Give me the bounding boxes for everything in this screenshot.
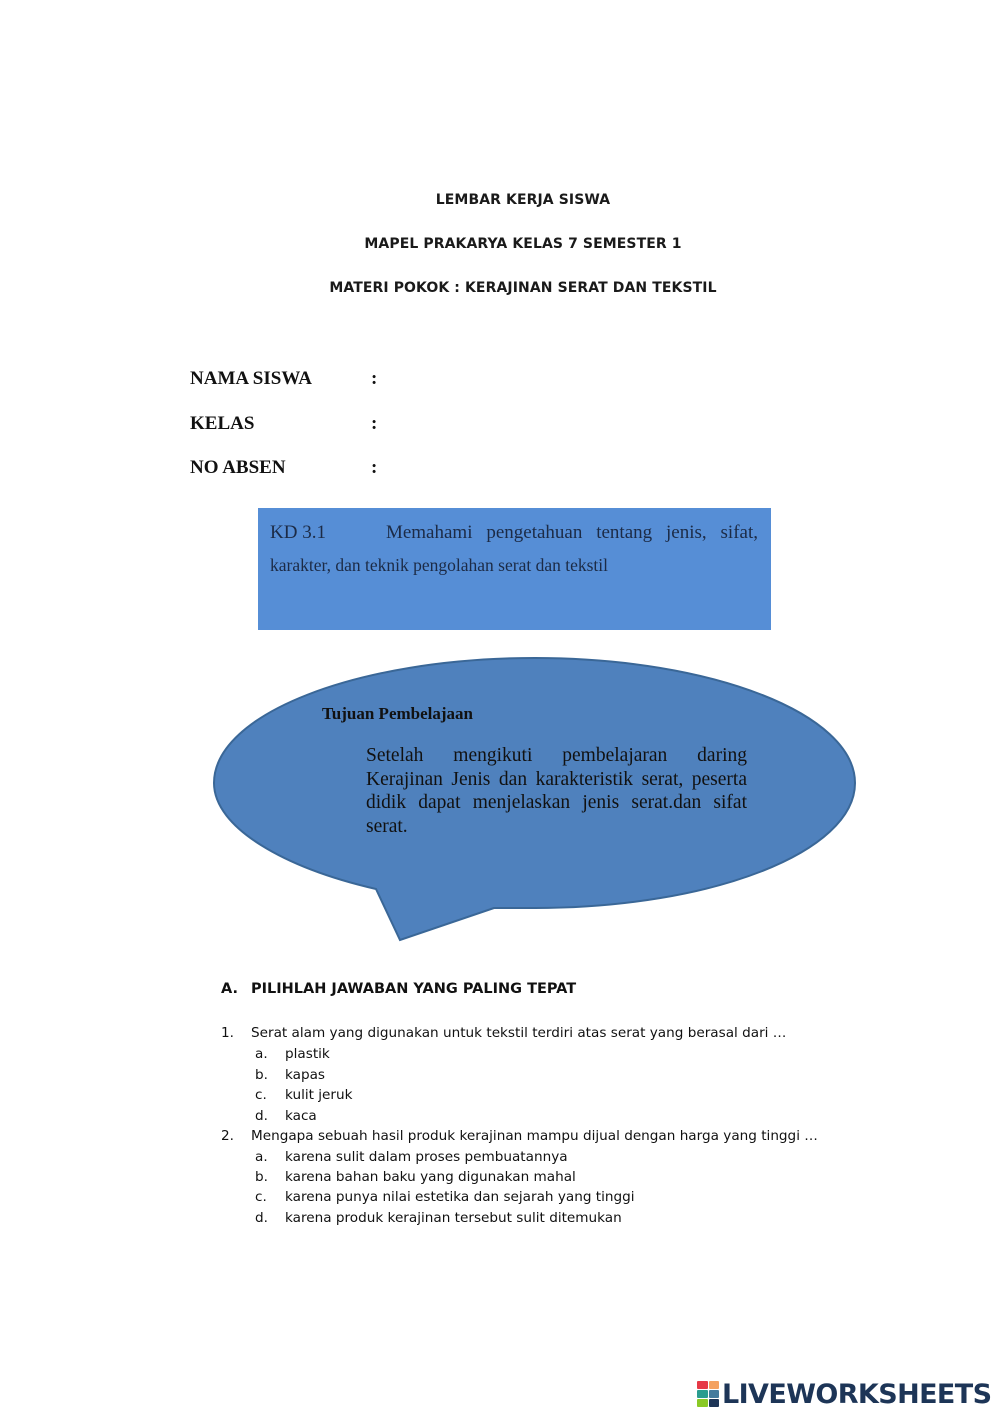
competency-line-2: karakter, dan teknik pengolahan serat dan tekstil — [270, 555, 608, 575]
question-1-option-a[interactable] — [255, 1046, 330, 1062]
question-2-option-c[interactable] — [255, 1189, 635, 1205]
option-letter: c. — [255, 1189, 267, 1205]
question-text: Serat alam yang digunakan untuk tekstil terdiri atas serat yang berasal dari … — [251, 1025, 787, 1041]
option-letter: b. — [255, 1169, 268, 1185]
learning-objective-title: Tujuan Pembelajaan — [322, 704, 473, 723]
competency-word: sifat, — [720, 522, 758, 543]
liveworksheets-logo — [697, 1377, 991, 1411]
logo-tile — [709, 1399, 720, 1407]
field-colon-name: : — [371, 368, 378, 389]
logo-tile — [709, 1381, 720, 1389]
option-text: karena bahan baku yang digunakan mahal — [285, 1169, 576, 1185]
option-letter: a. — [255, 1149, 268, 1165]
option-letter: d. — [255, 1210, 268, 1226]
section-letter: A. — [221, 981, 238, 997]
option-letter: a. — [255, 1046, 268, 1062]
logo-tile — [697, 1381, 708, 1389]
competency-word: Memahami — [385, 522, 473, 543]
option-letter: b. — [255, 1067, 268, 1083]
logo-tile — [697, 1390, 708, 1398]
section-title — [221, 981, 576, 997]
option-text: karena punya nilai estetika dan sejarah yang tinggi — [285, 1189, 635, 1205]
option-letter: d. — [255, 1108, 268, 1124]
competency-word: pengetahuan — [486, 522, 583, 543]
competency-code: KD 3.1 — [270, 522, 326, 543]
option-text: kapas — [285, 1067, 326, 1083]
question-number: 1. — [221, 1025, 234, 1041]
worksheet-title: LEMBAR KERJA SISWA — [435, 192, 611, 208]
logo-tile — [697, 1399, 708, 1407]
question-text: Mengapa sebuah hasil produk kerajinan mampu dijual dengan harga yang tinggi … — [251, 1128, 818, 1144]
option-letter: c. — [255, 1087, 267, 1103]
question-2 — [221, 1128, 818, 1144]
field-label-name: NAMA SISWA — [190, 368, 312, 389]
subject-title: MAPEL PRAKARYA KELAS 7 SEMESTER 1 — [364, 236, 682, 252]
field-label-class: KELAS — [190, 413, 255, 434]
question-2-option-b[interactable] — [255, 1169, 576, 1185]
option-text: karena produk kerajinan tersebut sulit ditemukan — [285, 1210, 622, 1226]
field-colon-class: : — [371, 413, 378, 434]
competency-word: tentang — [596, 522, 653, 543]
option-text: kaca — [285, 1108, 317, 1124]
question-1-option-d[interactable] — [255, 1108, 317, 1124]
field-label-attendance: NO ABSEN — [190, 457, 286, 478]
topic-title: MATERI POKOK : KERAJINAN SERAT DAN TEKSTIL — [329, 280, 717, 296]
liveworksheets-logo-icon — [697, 1381, 719, 1407]
option-text: kulit jeruk — [285, 1087, 353, 1103]
learning-objective-text: Setelah mengikuti pembelajaran daring Kerajinan Jenis dan karakteristik serat, peserta didik dapat menjelaskan jenis serat.dan sifat serat. — [366, 745, 747, 837]
section-heading: PILIHLAH JAWABAN YANG PALING TEPAT — [251, 981, 577, 997]
competency-word: jenis, — [666, 522, 707, 543]
question-1-option-b[interactable] — [255, 1067, 325, 1083]
field-colon-attendance: : — [371, 457, 378, 478]
question-2-option-a[interactable] — [255, 1149, 568, 1165]
option-text: karena sulit dalam proses pembuatannya — [285, 1149, 568, 1165]
option-text: plastik — [285, 1046, 330, 1062]
question-number: 2. — [221, 1128, 234, 1144]
logo-tile — [709, 1390, 720, 1398]
question-1-option-c[interactable] — [255, 1087, 353, 1103]
question-2-option-d[interactable] — [255, 1210, 622, 1226]
question-1 — [221, 1025, 786, 1041]
liveworksheets-logo-text: LIVEWORKSHEETS — [722, 1378, 992, 1410]
